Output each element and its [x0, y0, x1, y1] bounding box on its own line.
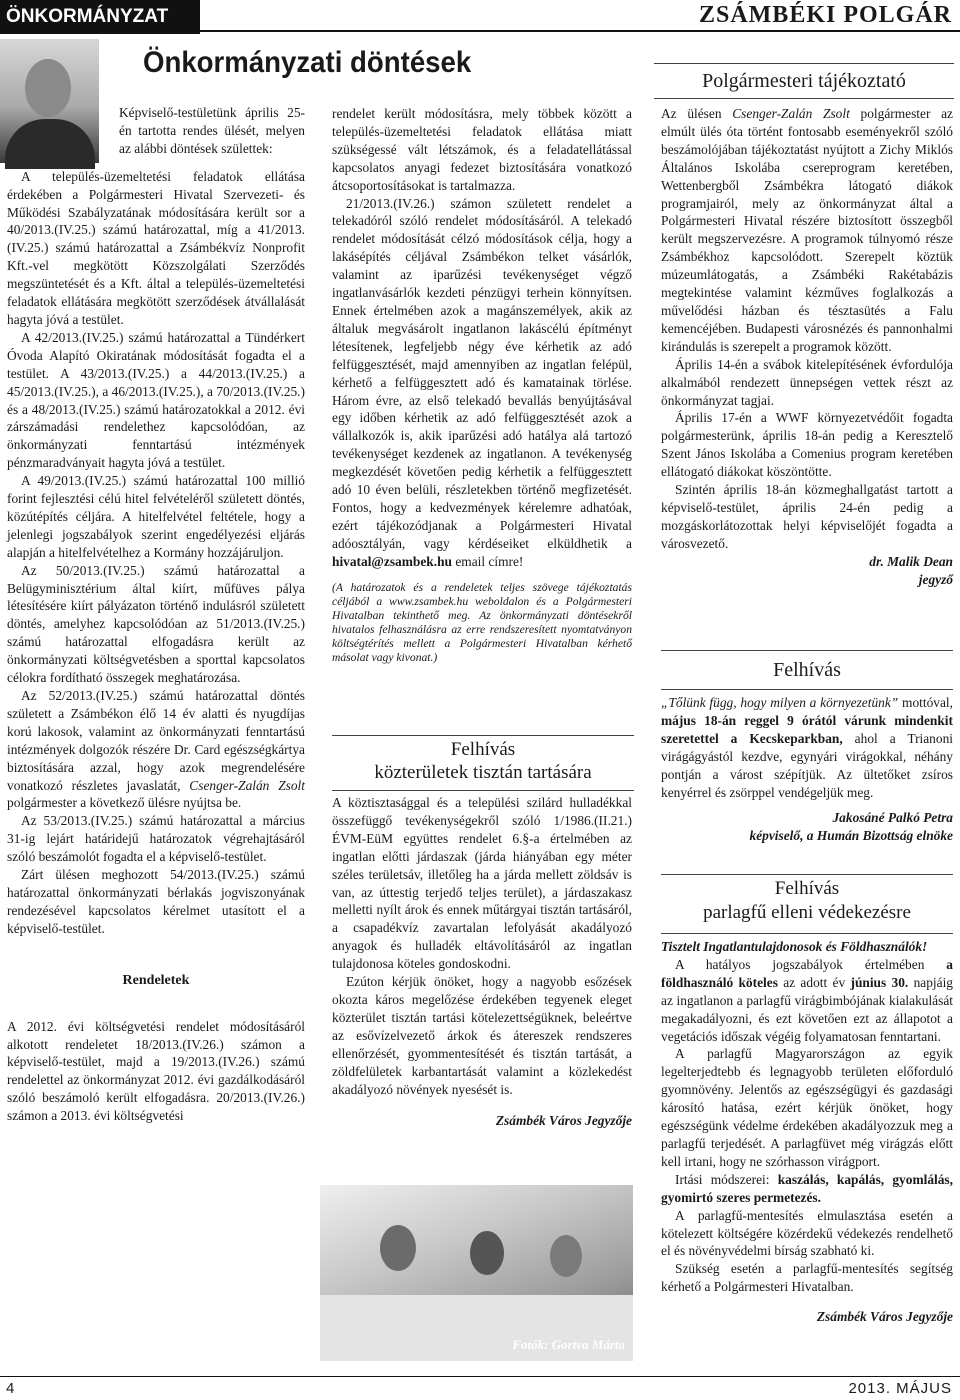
paragraph	[661, 105, 953, 356]
column-decisions	[7, 104, 305, 1125]
paragraph: rendelet került módosításra, mely többek között a település-üzemeltetési feladatok ellátása miatt szükségessé vált létszámok, és a feladatellátással kapcsolatos anyagi fedezet biztosítására vonatkozó átcsoportosításokat is tartalmazza.	[332, 106, 632, 193]
text-run: ahol a Trianoni virágágyástól kezdve, egynyári virágokkal, néhány pontján a várost szépítjük. Az ültetőket zsíros kenyérrel és zsörppel vendégeljük meg.	[661, 730, 953, 800]
signature-name: Jakosáné Palkó Petra	[832, 810, 953, 826]
text-run: az adott év	[777, 974, 851, 990]
box-title-line: közterületek tisztán tartására	[374, 762, 592, 783]
paragraph: A 49/2013.(IV.25.) számú határozattal 100 millió forint fejlesztési célú hitel felvételéről született döntés, közútépítés céljára. A hitelfelvétel feltétele, hogy a jelenlegi jogszabályok szerint engedélyezési eljárás alapján a hitelfelvételhez a Kormány hozzájáruljon.	[7, 473, 305, 560]
bold-text: a földhasználó köteles	[661, 956, 953, 990]
page-footer	[0, 1376, 960, 1400]
signature: Zsámbék Város Jegyzője	[495, 1113, 632, 1129]
paragraph: Az 50/2013.(IV.25.) számú határozattal a Belügyminisztérium által kiírt, műfüves pálya létesítésére kiírt pályázaton történő indulásról született döntés, amelyhez kapcsolódóan az 51/2013.(IV.25.) számú határozattal elfogadásra került az önkormányzati költségvetésben a sporttal kapcsolatos célokra fordítható összegek meghatározása.	[7, 562, 305, 686]
email-link[interactable]: hivatal@zsambek.hu	[332, 553, 452, 569]
mayor-name: Csenger-Zalán Zsolt	[189, 777, 306, 793]
paragraph: A parlagfű-mentesítés elmulasztása esetén a kötelezett költségére közérdekű védekezés rendelhető el és növényvédelmi bírság szabható ki.	[661, 1207, 953, 1259]
notice-box-title	[661, 874, 953, 934]
text-run: email címre!	[451, 553, 524, 569]
intro-text: Képviselő-testületünk április 25-én tartotta rendes ülését, melyen az alábbi döntések születtek:	[119, 105, 305, 156]
paragraph: Április 17-én a WWF környezetvédőit fogadta polgármesterünk, április 18-án pedig a Keresztelő Szent János Iskolába a Comenius program keretében ellátogató diákokat köszöntötte.	[661, 410, 953, 480]
signature-role: jegyző	[918, 571, 953, 587]
paragraph: A parlagfű Magyarországon az egyik legelterjedtebb és legnagyobb területen előforduló gyomnövény. Jelentős az egészségügyi és gazdasági károsító hatása, ezért kérjük önöket, hogy egészségünk védelme érdekében akadályozzuk meg a parlagfű terjedését. A parlagfüvet még virágzás előtt kell irtani, hogy ne szórhasson virágport.	[661, 1046, 953, 1169]
meeting-photo	[320, 1185, 633, 1361]
box-title-line: parlagfű elleni védekezésre	[703, 902, 911, 923]
paragraph: Ezúton kérjük önöket, hogy a nagyobb esőzések okozta káros megelőzése érdekében tegyenek eleget közterület tisztán tartási kötelezettségüknek, beleértve az esővízelvezető árkok és átereszek rendszeres ellenőrzését, gyommentesítését és tisztán tartását, a zöldfelületek karbantartását valamint a közlekedést akadályozó növények nyesését is.	[332, 974, 632, 1097]
signature-name: dr. Malik Dean	[869, 553, 953, 569]
paragraph	[7, 687, 305, 812]
section-heading: Rendeletek	[122, 972, 190, 988]
text-run: Az ülésen	[661, 106, 733, 121]
paragraph	[661, 1171, 953, 1207]
quote: „Tőlünk függ, hogy milyen a környezetünk”	[661, 695, 899, 710]
column-center	[332, 105, 632, 665]
publication-name: ZSÁMBÉKI POLGÁR	[698, 2, 952, 28]
box-title-line: Felhívás	[450, 739, 516, 760]
person-silhouette	[550, 1235, 582, 1277]
column-mayor-info	[661, 105, 953, 588]
paragraph: A 2012. évi költségvetési rendelet módosításáról alkotott rendeletet 18/2013.(IV.26.) számon a képviselő-testület, majd a 19/2013.(IV.26.) számú rendelettel az önkormányzat 2012. évi gazdálkodásáról szóló beszámoló került elfogadásra. 20/2013.(IV.26.) számon a 2013. évi költségvetési	[7, 1018, 305, 1124]
person-silhouette	[470, 1231, 504, 1275]
text-run: 21/2013.(IV.26.) számon született rendelet a telekadóról szóló rendelet módosításáról. A telekadó rendelet módosítását célzó módosítások célja, hogy a lakásépítés céljával Zsámbékon telket vásárlók, valamint az iparűzési tevékenységet végző ingatlanvásárlók kezdeti pénzügyi terhein könnyítsen. Ennek értelmében azok a magánszemélyek, akik az általuk megvásárolt ingatlanon lakáscélú építményt létesítenek, legfeljebb négy éve kérhetik az adó felfüggesztését, majd amennyiben az ingatlan felépül, kérhető a felfüggesztett adó és kamatainak törlése. Három évre, az első telekadó bevallás benyújtásával egy időben kérhetik az adó felfüggesztését azok a vállalkozók is, akik iparűzési adó hatálya alá tartozó tevékenységet kezdenek az ingatlanon. A tevékenység megkezdését követően pedig kérhetik a felfüggesztett adó 10 éven belüli, részletekben történő megfizetését. Fontos, hogy a kedvezmények kérelemre adhatóak, ezért tájékozódjanak a Polgármesteri Hivatal adóosztályán, vagy kérdéseiket elküldhetik a	[332, 195, 632, 551]
mayor-name: Csenger-Zalán Zsolt	[732, 106, 850, 121]
paragraph: Szintén április 18-án közmeghallgatást tartott a képviselő-testület, április 24-én pedig a mozgáskorlátozottak helyi képviselőjét fogadta a városvezető.	[661, 482, 953, 551]
paragraph: A köztisztasággal és a települési szilárd hulladékkal összefüggő tevékenységekről szóló 1/1986.(II.21.) ÉVM-EüM együttes rendelet 6.§-a értelmében az ingatlan előtti járdaszak (járda hiányában egy méter széles területsáv, illetőleg ha a járda mellett zöldsáv is van, az úttestig terjedő teljes terület), a járdaszakasz melletti nyílt árok és ennek műtárgyai tisztán tartásáról, a csapadékvíz zavartalan lefolyását akadályozó anyagok és hulladék eltávolításáról az ingatlan tulajdonosa köteles gondoskodni.	[332, 795, 632, 972]
paragraph: A település-üzemeltetési feladatok ellátása érdekében a Polgármesteri Hivatal Szervezeti- és Működési Szabályzatának módosítására került sor a 40/2013.(IV.25.) számú határozattal, míg a 41/2013.(IV.25.) számú határozattal a Zsámbékvíz Nonprofit Kft.-vel megkötött Közszolgálati Szerződés megszüntetését és a Kft. által a település-üzemeltetési feladatok ellátására megkötött szerződések átvállalását hagyta jóvá a testület.	[7, 168, 305, 327]
signature-role: képviselő, a Humán Bizottság elnöke	[749, 828, 953, 844]
issue-date: 2013. MÁJUS	[848, 1380, 952, 1397]
paragraph: Április 14-én a svábok kitelepítésének évfordulója alkalmából rendezett ünnepségen vettek részt az önkormányzat tagjai.	[661, 356, 953, 408]
person-silhouette	[380, 1225, 416, 1271]
text-run: mottóval,	[898, 695, 953, 710]
text-run: Az 52/2013.(IV.25.) számú határozattal döntés született a Zsámbékon élő 14 év alatti és nyugdíjas korú lakosok, valamint az önkormányzati fenntartású intézmények dolgozók részére Dr. Card egészségkártya biztosítására azzal, hogy azok megrendelésére vonatkozó részletes javaslatát,	[7, 688, 305, 793]
notice-box-title: Felhívás	[661, 650, 953, 690]
page-title: Önkormányzati döntések	[143, 46, 472, 79]
text-run: polgármester az elmúlt ülés óta történt fontosabb eseményekről szóló beszámolójában tájékoztatást nyújtott a Zichy Miklós Általános Iskolába csereprogram keretében, Wettenbergből Zsámbékra látogató diákok programjairól, mely az önkormányzat által a Polgármesteri Hivatal részére biztosított összegből került megszervezésre. A programok túlnyomó része Zsámbékhoz kapcsolódott. Szerepelt köztük múzeumlátogatás, a Zsámbéki Rakétabázis megtekintése valamint kézműves foglalkozás a művelődési házban és tésztasütés a Falu kemencéjében. Budapesti városnézés és pannonhalmi kirándulás is szerepelt a programok között.	[661, 106, 954, 354]
legal-note: (A határozatok és a rendeletek teljes szövege tájékoztatás céljából a www.zsambek.hu weboldalon és a Polgármesteri Hivatalban tekinthető meg. Az önkormányzati döntésekről hivatalos felhasználásra az erre rendszeresített nyomtatványon költségtérítés mellett a Polgármesteri Hivatalban kérhető másolat vagy kivonat.)	[332, 580, 632, 664]
salutation: Tisztelt Ingatlantulajdonosok és Földhasználók!	[661, 939, 928, 954]
photo-caption: Fotók: Gortva Márta	[512, 1337, 625, 1352]
notice-box-title	[332, 735, 634, 791]
column-center-lower	[332, 794, 632, 1130]
text-run: polgármester a következő ülésre nyújtsa be.	[7, 795, 242, 811]
column-call	[661, 694, 953, 845]
paragraph	[661, 694, 953, 801]
signature: Zsámbék Város Jegyzője	[816, 1309, 953, 1325]
text-run: A hatályos jogszabályok értelmében	[675, 956, 947, 972]
page-header	[0, 0, 960, 34]
paragraph	[661, 956, 953, 1046]
event-time: május 18-án reggel 9 órától várunk mindenkit szeretettel a Kecskeparkban,	[661, 712, 953, 746]
paragraph: A 42/2013.(IV.25.) számú határozattal a Tündérkert Óvoda Alapító Okiratának módosítását fogadta el a testület. A 43/2013.(IV.25.) a 44/2013.(IV.25.) a 45/2013.(IV.25.), a 46/2013.(IV.25.), a 70/2013.(IV.25.) és a 48/2013.(IV.25.) számú határozatokkal a 2012. évi zárszámadási rendelethez kapcsolódóan, az önkormányzati fenntartású intézmények pénzmaradványait hagyta jóvá a testület.	[7, 329, 305, 471]
deadline: június 30.	[850, 974, 909, 990]
paragraph: Az 53/2013.(IV.25.) számú határozattal a március 31-ig lejárt határidejű határozatok végrehajtásáról szóló beszámolót fogadta el a képviselő-testület.	[7, 813, 305, 865]
paragraph	[332, 195, 632, 571]
methods: kaszálás, kapálás, gyomlálás, gyomirtó szeres permetezés.	[661, 1171, 953, 1205]
column-ragweed	[661, 938, 953, 1326]
paragraph: Szükség esetén a parlagfű-mentesítés segítség kérhető a Polgármesteri Hivatalban.	[661, 1261, 953, 1295]
paragraph: Zárt ülésen meghozott 54/2013.(IV.25.) számú határozattal önkormányzati bérlakás jogviszonyának rendezésével kapcsolatos kérelmet utasított el a képviselő-testület.	[7, 867, 305, 936]
text-run: Irtási módszerei:	[675, 1171, 778, 1187]
header-rule	[200, 30, 960, 32]
box-title-line: Felhívás	[774, 878, 840, 899]
section-label: ÖNKORMÁNYZAT	[0, 0, 200, 34]
mayor-info-title: Polgármesteri tájékoztató	[654, 63, 954, 99]
text-run: napjáig az ingatlanon a parlagfű virágbimbójának kialakulását megakadályozni, és ezt követően ezt az állapotot a vegetációs időszak végéig folyamatosan fenntartani.	[661, 974, 954, 1044]
page-number: 4	[6, 1380, 15, 1397]
